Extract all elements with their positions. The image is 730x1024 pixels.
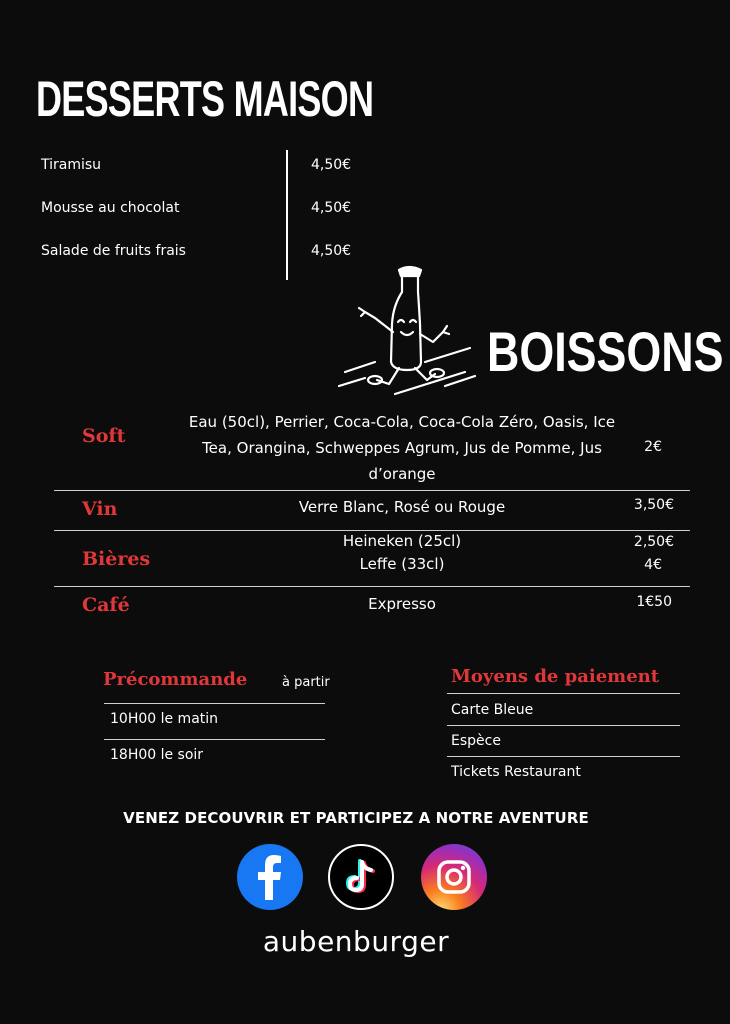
tiktok-icon[interactable]	[328, 844, 394, 910]
dessert-item-name: Salade de fruits frais	[41, 243, 186, 259]
dessert-item-price: 4,50€	[311, 243, 352, 259]
desserts-title: DESSERTS MAISON	[36, 71, 374, 127]
cta-text: VENEZ DECOUVRIR ET PARTICIPEZ A NOTRE AVENTURE	[123, 809, 589, 827]
precommande-divider	[104, 703, 325, 704]
drink-description-cafe	[180, 591, 624, 617]
drink-description-line: Verre Blanc, Rosé ou Rouge	[298, 498, 506, 516]
dessert-item-name: Tiramisu	[41, 157, 102, 173]
drink-price-bieres-2: 4€	[644, 557, 662, 573]
drink-description-line: Eau (50cl), Perrier, Coca-Cola, Coca-Cola Zéro, Oasis, Ice	[188, 413, 616, 431]
paiement-divider	[447, 693, 680, 694]
boissons-title: BOISSONS	[487, 320, 724, 383]
drink-price-bieres: 2,50€	[633, 534, 674, 550]
precommande-time: 18H00 le soir	[110, 747, 204, 763]
paiement-item: Espèce	[451, 733, 501, 749]
table-divider	[54, 490, 690, 491]
drink-description-line: Expresso	[368, 595, 436, 613]
drink-price-cafe: 1€50	[636, 594, 672, 610]
dessert-item-price: 4,50€	[311, 200, 352, 216]
precommande-divider	[104, 739, 325, 740]
drink-description-line: d’orange	[368, 465, 436, 483]
precommande-suffix: à partir	[282, 675, 330, 690]
drink-category-bieres: Bières	[82, 548, 151, 570]
desserts-divider	[286, 150, 288, 280]
drink-category-cafe: Café	[82, 594, 130, 616]
drink-description-bieres	[180, 530, 624, 576]
instagram-icon[interactable]	[421, 844, 487, 910]
table-divider	[54, 586, 690, 587]
drink-description-line: Leffe (33cl)	[359, 555, 445, 573]
drink-category-soft: Soft	[82, 425, 126, 447]
precommande-time: 10H00 le matin	[110, 711, 219, 727]
running-bottle-illustration	[335, 262, 480, 402]
paiement-title: Moyens de paiement	[451, 666, 660, 687]
paiement-divider	[447, 725, 680, 726]
paiement-divider	[447, 756, 680, 757]
precommande-title: Précommande	[103, 669, 248, 690]
paiement-item: Carte Bleue	[451, 702, 534, 718]
facebook-icon[interactable]	[237, 844, 303, 910]
drink-category-vin: Vin	[82, 498, 118, 520]
drink-description-line: Heineken (25cl)	[342, 532, 462, 550]
drink-description-soft	[180, 409, 624, 487]
drink-price-vin: 3,50€	[633, 497, 674, 513]
drink-description-vin	[180, 494, 624, 520]
brand-name: aubenburger	[262, 925, 450, 958]
drink-description-line: Tea, Orangina, Schweppes Agrum, Jus de Pomme, Jus	[202, 439, 602, 457]
dessert-item-name: Mousse au chocolat	[41, 200, 180, 216]
paiement-item: Tickets Restaurant	[451, 764, 581, 780]
drink-price-soft: 2€	[644, 439, 662, 455]
dessert-item-price: 4,50€	[311, 157, 352, 173]
